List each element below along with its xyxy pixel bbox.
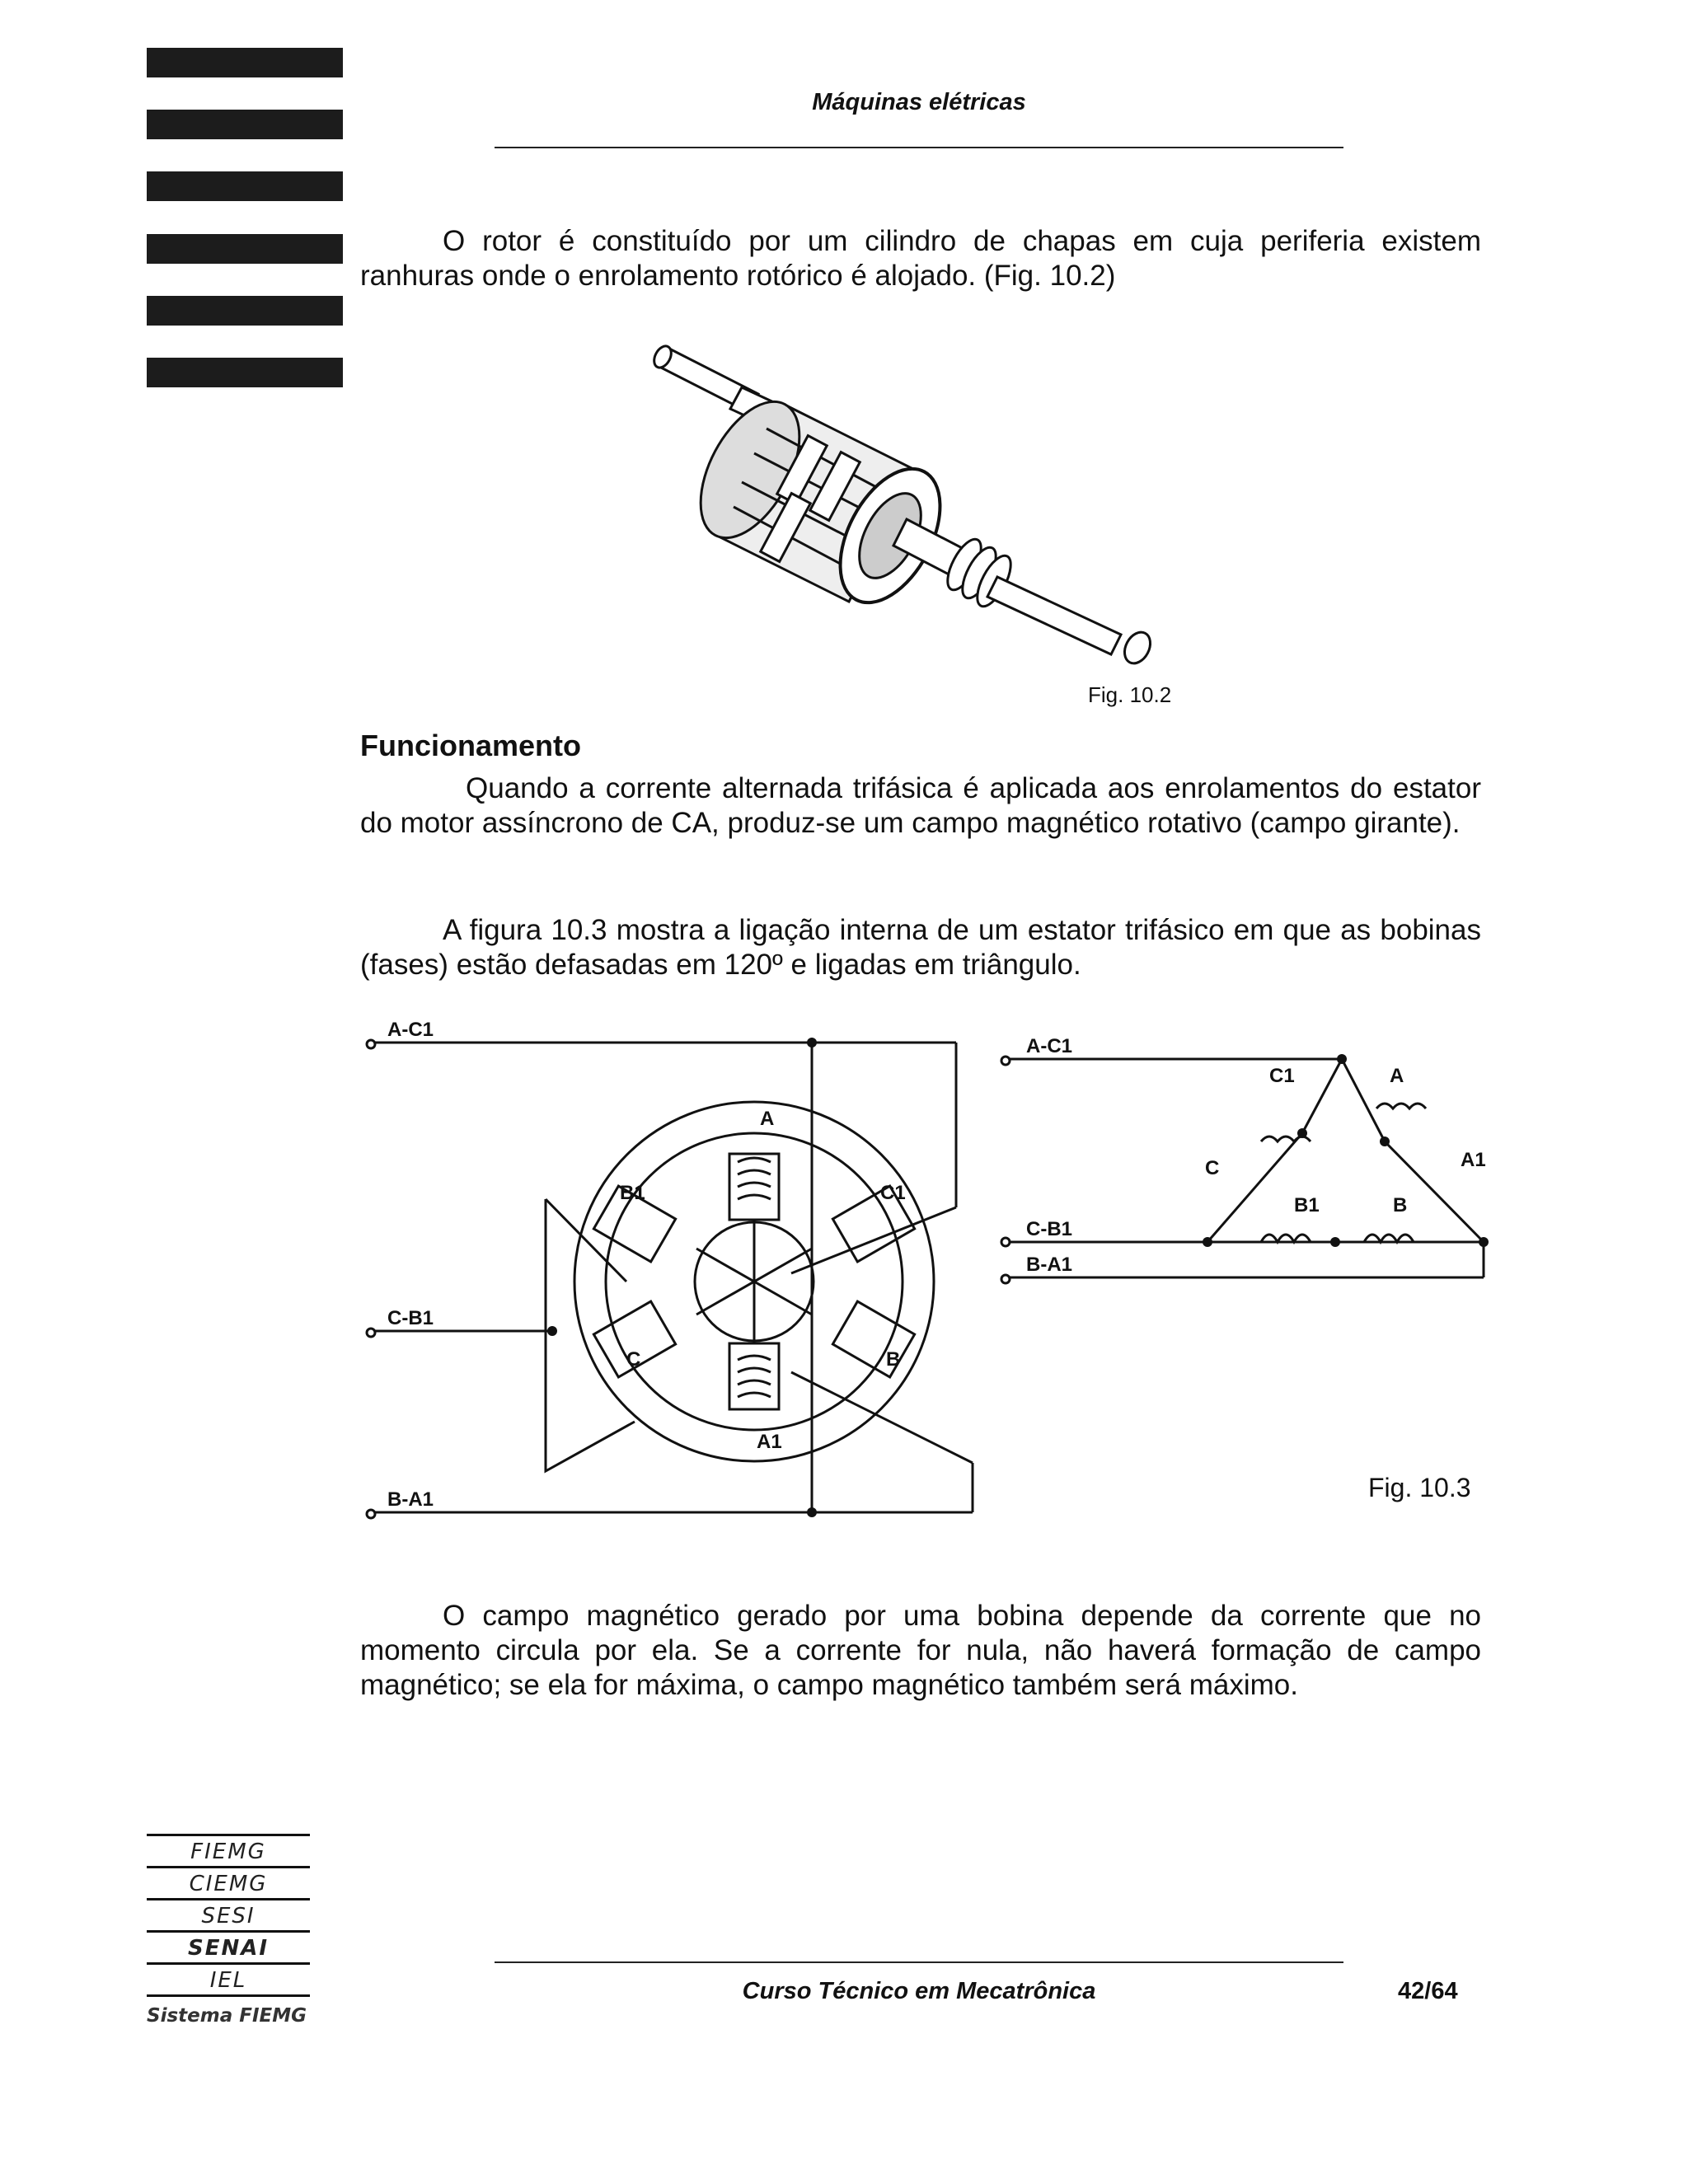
paragraph-figure-ref xyxy=(360,913,1481,982)
line-label: C-B1 xyxy=(1026,1218,1073,1240)
pole-label: C1 xyxy=(880,1182,906,1204)
pole-label: C xyxy=(626,1348,641,1371)
side-bar xyxy=(147,358,343,387)
coil-label: B1 xyxy=(1294,1194,1320,1216)
paragraph-text: Quando a corrente alternada trifásica é aplicada aos enrolamentos do estator do motor assíncrono de CA, produz-se um campo magnético rotativo (campo girante). xyxy=(360,772,1481,839)
coil-label: C1 xyxy=(1269,1065,1295,1087)
delta-connection-diagram xyxy=(989,1026,1500,1315)
paragraph-campo-magnetico xyxy=(360,1599,1481,1703)
logo-row: SESI xyxy=(147,1898,310,1930)
line-label: B-A1 xyxy=(1026,1254,1073,1276)
coil-label: C xyxy=(1205,1157,1220,1179)
line-label: C-B1 xyxy=(387,1307,434,1329)
side-bar xyxy=(147,171,343,201)
stator-diagram xyxy=(363,1010,989,1541)
page-header-title: Máquinas elétricas xyxy=(812,89,1026,115)
paragraph-rotor xyxy=(360,224,1481,293)
line-label: B-A1 xyxy=(387,1488,434,1511)
page-number: 42/64 xyxy=(1398,1978,1458,2004)
line-label: A-C1 xyxy=(1026,1035,1073,1057)
pole-label: B1 xyxy=(620,1182,645,1204)
side-bar xyxy=(147,110,343,139)
coil-label: A xyxy=(1390,1065,1404,1087)
figure-caption: Fig. 10.2 xyxy=(1088,682,1172,707)
logo-row: CIEMG xyxy=(147,1866,310,1898)
header-rule xyxy=(495,147,1343,148)
pole-label: B xyxy=(886,1348,901,1371)
paragraph-text: O campo magnético gerado por uma bobina depende da corrente que no momento circula por ela. Se a corrente for nula, não haverá formação de campo magnético; se ela for máxima, o campo magnético também será máximo. xyxy=(360,1600,1481,1701)
logo-row: IEL xyxy=(147,1962,310,1997)
coil-label: B xyxy=(1393,1194,1408,1216)
fiemg-logo xyxy=(147,1834,310,2027)
line-label: A-C1 xyxy=(387,1019,434,1041)
section-heading: Funcionamento xyxy=(360,729,581,762)
logo-system-label: Sistema FIEMG xyxy=(147,2005,307,2027)
footer-rule xyxy=(495,1961,1343,1963)
paragraph-funcionamento xyxy=(360,771,1481,841)
side-bar xyxy=(147,296,343,326)
coil-label: A1 xyxy=(1461,1149,1486,1171)
paragraph-text: A figura 10.3 mostra a ligação interna de um estator trifásico em que as bobinas (fases) estão defasadas em 120º e ligadas em triângulo. xyxy=(360,914,1481,981)
rotor-illustration xyxy=(643,330,1203,676)
pole-label: A xyxy=(760,1108,775,1130)
logo-row: SENAI xyxy=(147,1930,310,1962)
pole-label: A1 xyxy=(757,1431,782,1453)
logo-row: FIEMG xyxy=(147,1834,310,1866)
figure-caption: Fig. 10.3 xyxy=(1368,1473,1471,1502)
paragraph-text: O rotor é constituído por um cilindro de chapas em cuja periferia existem ranhuras onde o enrolamento rotórico é alojado. (Fig. 10.2) xyxy=(360,225,1481,292)
footer-course-title: Curso Técnico em Mecatrônica xyxy=(742,1978,1096,2004)
side-bar xyxy=(147,48,343,77)
side-bar xyxy=(147,234,343,264)
